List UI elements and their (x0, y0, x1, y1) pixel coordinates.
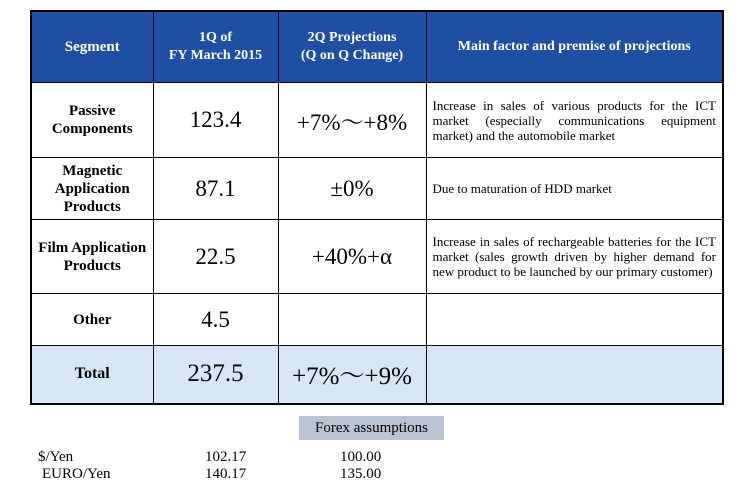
segment-cell (31, 83, 153, 158)
header-row (31, 11, 723, 83)
forex-value-1q: 102.17 (205, 449, 247, 465)
header-q2-line2: (Q on Q Change) (300, 48, 404, 63)
segment-cell (31, 220, 153, 294)
segment-cell (31, 158, 153, 220)
forex-value-1q: 140.17 (205, 466, 247, 482)
header-q2 (278, 11, 426, 83)
forex-row (0, 465, 750, 483)
forex-title: Forex assumptions (299, 416, 444, 440)
q1-value: 123.4 (153, 83, 278, 158)
header-q1 (153, 11, 278, 83)
q2-projection (278, 294, 426, 346)
segment-name-line: Components (51, 121, 133, 137)
forex-pair-label: EURO/Yen (42, 466, 111, 482)
total-label: Total (31, 346, 153, 404)
q1-value: 22.5 (153, 220, 278, 294)
total-row (31, 346, 723, 404)
factor-text (426, 294, 723, 346)
header-q2-line1: 2Q Projections (307, 30, 397, 45)
header-q1-line1: 1Q of (198, 30, 233, 45)
q2-projection: +40%+α (278, 220, 426, 294)
forex-row (0, 448, 750, 466)
forex-pair-label: $/Yen (38, 449, 74, 465)
segment-name-line: Other (73, 311, 112, 328)
factor-text: Due to maturation of HDD market (426, 158, 723, 220)
header-factor (426, 11, 723, 83)
header-segment-label: Segment (64, 39, 120, 55)
q1-value: 4.5 (153, 294, 278, 346)
segment-name-line: Products (63, 257, 121, 274)
segment-name-line: Passive (68, 103, 116, 119)
q2-projection: ±0% (278, 158, 426, 220)
q2-projection: +7%～+8% (278, 83, 426, 158)
header-segment (31, 11, 153, 83)
forex-value-2q: 100.00 (340, 449, 382, 465)
table-row (31, 294, 723, 346)
segment-projection-table (30, 10, 724, 405)
segment-name-line: Products (63, 198, 121, 215)
segment-cell (31, 294, 153, 346)
factor-text: Increase in sales of various products for the ICT market (especially communications equipment market) and the automobile market (426, 83, 723, 158)
segment-name-line: Magnetic (62, 162, 123, 179)
segment-name-line: Application (54, 180, 130, 197)
total-q1-value: 237.5 (153, 346, 278, 404)
table-row (31, 83, 723, 158)
header-q1-line2: FY March 2015 (168, 48, 263, 63)
table-row (31, 158, 723, 220)
segment-name-line: Film Application (38, 239, 147, 256)
total-factor-cell (426, 346, 723, 404)
q1-value: 87.1 (153, 158, 278, 220)
factor-text: Increase in sales of rechargeable batteries for the ICT market (sales growth driven by higher demand for new product to be launched by our primary customer) (426, 220, 723, 294)
total-q2-projection: +7%～+9% (278, 346, 426, 404)
forex-value-2q: 135.00 (340, 466, 382, 482)
header-factor-label: Main factor and premise of projections (457, 39, 691, 54)
table-row (31, 220, 723, 294)
